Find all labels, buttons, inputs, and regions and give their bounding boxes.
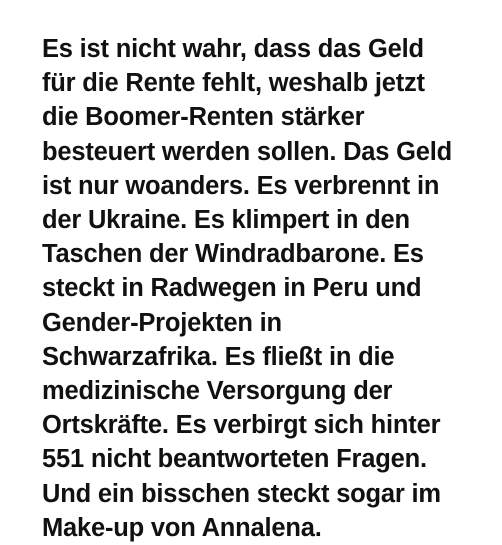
paragraph-line: Ortskräfte. Es verbirgt sich hinter	[42, 411, 441, 440]
paragraph-line: Taschen der Windradbarone. Es	[42, 240, 424, 269]
paragraph-line: für die Rente fehlt, weshalb jetzt	[42, 69, 425, 98]
paragraph-line: die Boomer-Renten stärker	[42, 103, 365, 132]
paragraph-line: der Ukraine. Es klimpert in den	[42, 206, 410, 235]
paragraph-line: Gender-Projekten in	[42, 308, 282, 337]
body-paragraph	[42, 32, 487, 545]
paragraph-line: medizinische Versorgung der	[42, 377, 393, 406]
paragraph-line: Schwarzafrika. Es fließt in die	[42, 342, 395, 371]
paragraph-line: Es ist nicht wahr, dass das Geld	[42, 35, 424, 63]
paragraph-line: ist nur woanders. Es verbrennt in	[42, 171, 440, 200]
paragraph-line: besteuert werden sollen. Das Geld	[42, 137, 453, 166]
paragraph-line: Und ein bisschen steckt sogar im	[42, 479, 441, 508]
paragraph-line: Make-up von Annalena.	[42, 513, 322, 542]
paragraph-line: steckt in Radwegen in Peru und	[42, 274, 422, 303]
paragraph-line: 551 nicht beantworteten Fragen.	[42, 445, 427, 474]
